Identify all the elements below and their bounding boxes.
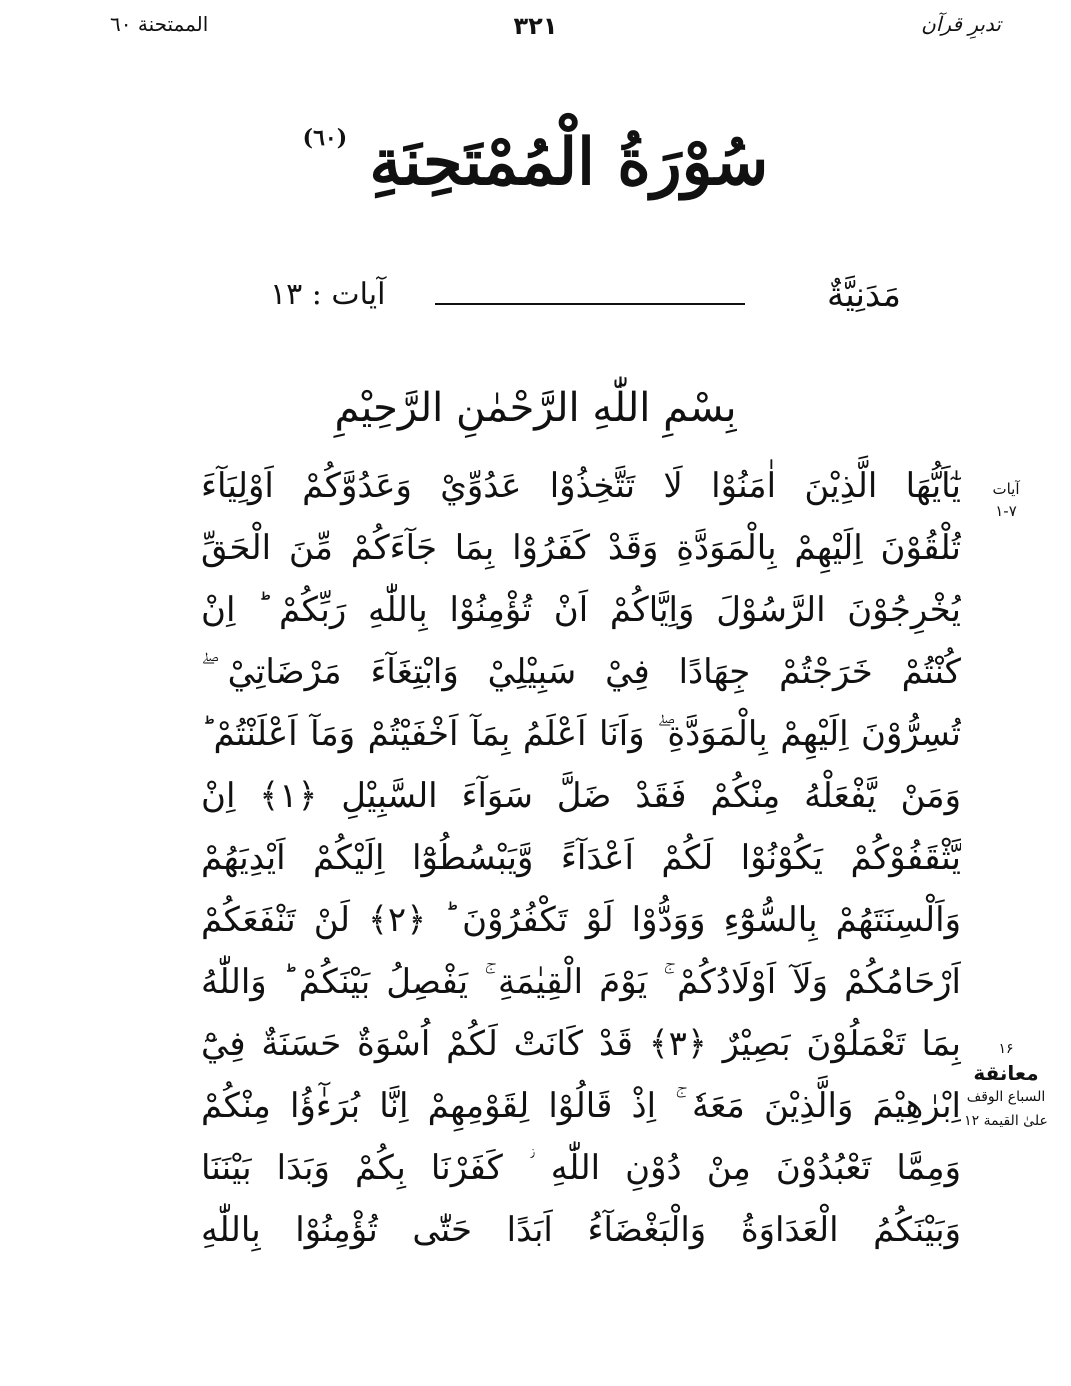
bismillah: بِسْمِ اللّٰهِ الرَّحْمٰنِ الرَّحِيْمِ	[334, 385, 737, 431]
verse-line: كُنْتُمْ خَرَجْتُمْ جِهَادًا فِيْ سَبِيْلِيْ وَابْتِغَآءَ مَرْضَاتِيْ ۖ	[201, 652, 961, 692]
verse-line: تُلْقُوْنَ اِلَيْهِمْ بِالْمَوَدَّةِ وَقَدْ كَفَرُوْا بِمَا جَآءَكُمْ مِّنَ الْحَقِّ	[201, 528, 961, 568]
verse-line: يَّثْقَفُوْكُمْ يَكُوْنُوْا لَكُمْ اَعْدَآءً وَّيَبْسُطُوْٓا اِلَيْكُمْ اَيْدِيَهُمْ	[201, 838, 961, 878]
margin-ayat-range: ۱-۷	[995, 502, 1017, 520]
verse-text-block	[201, 455, 961, 1261]
ayat-count: آیات : ۱۳	[270, 277, 386, 312]
page-header	[0, 8, 1071, 48]
margin-note-muanaqa	[961, 1037, 1051, 1133]
info-divider	[435, 303, 745, 305]
verse-line: وَمَنْ يَّفْعَلْهُ مِنْكُمْ فَقَدْ ضَلَّ سَوَآءَ السَّبِيْلِ ﴿۱﴾ اِنْ	[201, 776, 961, 816]
surah-title-block	[0, 125, 1071, 200]
surah-title: سُوْرَةُ الْمُمْتَحِنَةِ	[369, 125, 769, 200]
muanaqa-label: معانقة	[973, 1061, 1039, 1085]
verse-line: وَمِمَّا تَعْبُدُوْنَ مِنْ دُوْنِ اللّٰهِ ؗ كَفَرْنَا بِكُمْ وَبَدَا بَيْنَنَا	[201, 1148, 961, 1188]
verse-line: يُخْرِجُوْنَ الرَّسُوْلَ وَاِيَّاكُمْ اَنْ تُؤْمِنُوْا بِاللّٰهِ رَبِّكُمْ ؕ اِنْ	[201, 590, 961, 630]
surah-info-line	[0, 275, 1071, 325]
verse-line: اِبْرٰهِيْمَ وَالَّذِيْنَ مَعَهٗ ۚ اِذْ قَالُوْا لِقَوْمِهِمْ اِنَّا بُرَءٰٓؤُا مِنْكُمْ	[201, 1086, 961, 1126]
verse-line: وَاَلْسِنَتَهُمْ بِالسُّوْٓءِ وَوَدُّوْا لَوْ تَكْفُرُوْنَ ؕ ﴿۲﴾ لَنْ تَنْفَعَكُمْ	[201, 900, 961, 940]
running-surah-reference: الممتحنة ٦٠	[110, 12, 209, 36]
verse-line: يٰٓاَيُّهَا الَّذِيْنَ اٰمَنُوْا لَا تَتَّخِذُوْا عَدُوِّيْ وَعَدُوَّكُمْ اَوْلِيَآءَ	[201, 466, 961, 506]
muanaqa-text-1: السباع الوقف	[966, 1089, 1046, 1105]
verse-line: وَبَيْنَكُمُ الْعَدَاوَةُ وَالْبَغْضَآءُ اَبَدًا حَتّٰى تُؤْمِنُوْا بِاللّٰهِ	[201, 1210, 961, 1250]
muanaqa-number: ۱۶	[998, 1041, 1014, 1057]
page-number: ۳۲۱	[513, 12, 558, 40]
margin-ayat-label: آیات	[992, 480, 1020, 498]
verse-line: تُسِرُّوْنَ اِلَيْهِمْ بِالْمَوَدَّةِ ۖ وَاَنَا اَعْلَمُ بِمَآ اَخْفَيْتُمْ وَمَآ اَعْلَنْتُمْ ؕ	[201, 714, 961, 754]
revelation-type: مَدَنِيَّةٌ	[826, 275, 901, 315]
margin-note-ayat-range	[961, 478, 1051, 522]
surah-number: (٦٠)	[302, 125, 348, 151]
verse-line: بِمَا تَعْمَلُوْنَ بَصِيْرٌ ﴿۳﴾ قَدْ كَانَتْ لَكُمْ اُسْوَةٌ حَسَنَةٌ فِيْٓ	[201, 1024, 961, 1064]
verse-line: اَرْحَامُكُمْ وَلَآ اَوْلَادُكُمْ ۚ يَوْمَ الْقِيٰمَةِ ۚ يَفْصِلُ بَيْنَكُمْ ؕ وَاللّٰهُ	[201, 962, 961, 1002]
book-title: تدبرِ قرآن	[921, 12, 1001, 36]
muanaqa-text-2: علىٰ القيمة ۱۲	[964, 1113, 1048, 1129]
